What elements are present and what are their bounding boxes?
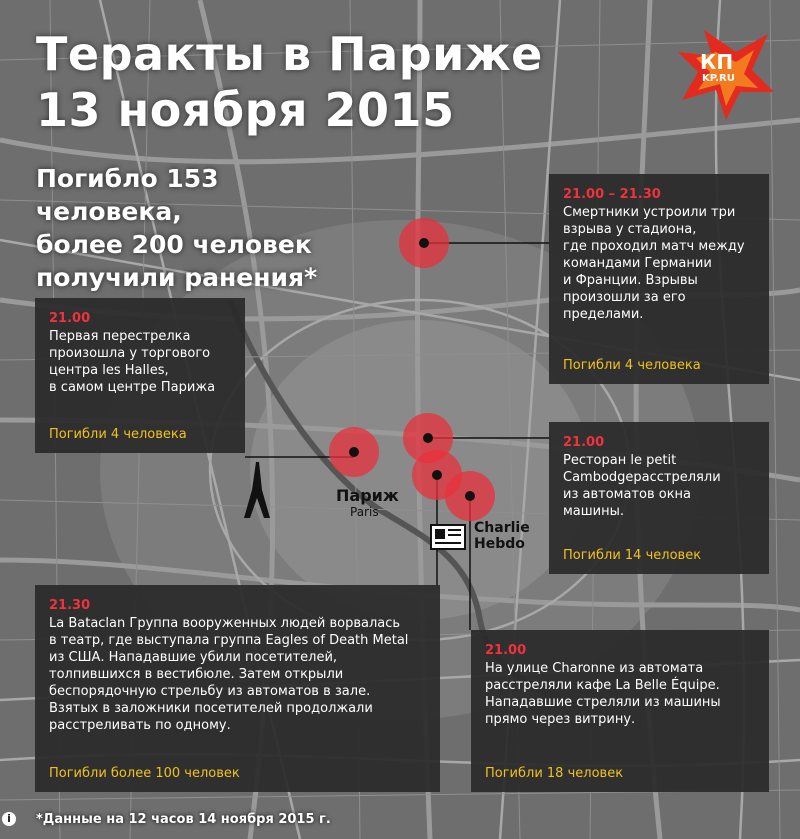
label-charlie-hebdo: [474, 520, 530, 552]
page-title: [36, 26, 543, 138]
event-box-cambodge: [549, 422, 769, 574]
event-description: La Bataclan Группа вооруженных людей ворвалась в театр, где выступала группа Eagles of Death Metal из США. Нападавшие убили посетителей, толпившихся в вестибюле. Затем открыли беспорядочную стрельбу из автоматов в зале. Взятых в заложники посетителей продолжали расстреливать по одному.: [49, 616, 409, 733]
event-description: Смертники устроили три взрыва у стадиона, где проходил матч между командами Германии и Франции. Взрывы произошли за его пределами.: [563, 205, 745, 322]
title-line-2: 13 ноября 2015: [36, 83, 455, 137]
event-time: 21.00: [563, 435, 605, 450]
label-paris-fr: Paris: [350, 505, 379, 519]
label-paris-ru: Париж: [336, 486, 399, 505]
casualties-summary: Погибло 153 человека, более 200 человек получили ранения*: [36, 164, 318, 292]
event-casualties: Погибли 14 человек: [563, 548, 702, 563]
event-time: 21.00: [49, 311, 91, 326]
title-line-1: Теракты в Париже: [36, 27, 543, 81]
kp-logo: [676, 22, 776, 122]
event-time: 21.00 – 21.30: [563, 187, 661, 202]
event-casualties: Погибли 4 человека: [563, 358, 701, 373]
event-time: 21.30: [49, 598, 91, 613]
event-description: Первая перестрелка произошла у торгового центра les Halles, в самом центре Парижа: [49, 329, 216, 395]
charlie-line-1: Charlie: [474, 520, 530, 536]
event-casualties: Погибли 4 человека: [49, 427, 187, 442]
event-box-stade: [549, 174, 769, 384]
footnote: *Данные на 12 часов 14 ноября 2015 г.: [36, 812, 331, 827]
event-box-halles: [35, 298, 245, 453]
info-icon[interactable]: i: [2, 812, 16, 826]
logo-kpru-text: KP.RU: [702, 73, 735, 84]
event-time: 21.00: [485, 643, 527, 658]
event-box-bataclan: [35, 585, 440, 792]
event-casualties: Погибли более 100 человек: [49, 766, 240, 781]
logo-kp-text: КП: [700, 50, 734, 74]
event-description: На улице Charonne из автомата расстреляли кафе La Belle Équipe. Нападавшие стреляли из машины прямо через витрину.: [485, 661, 721, 727]
event-casualties: Погибли 18 человек: [485, 766, 624, 781]
event-box-charonne: [471, 630, 769, 792]
newspaper-icon: [430, 524, 466, 554]
charlie-line-2: Hebdo: [474, 536, 525, 552]
event-description: Ресторан le petit Cambodgeрасстреляли из автоматов окна машины.: [563, 453, 721, 519]
